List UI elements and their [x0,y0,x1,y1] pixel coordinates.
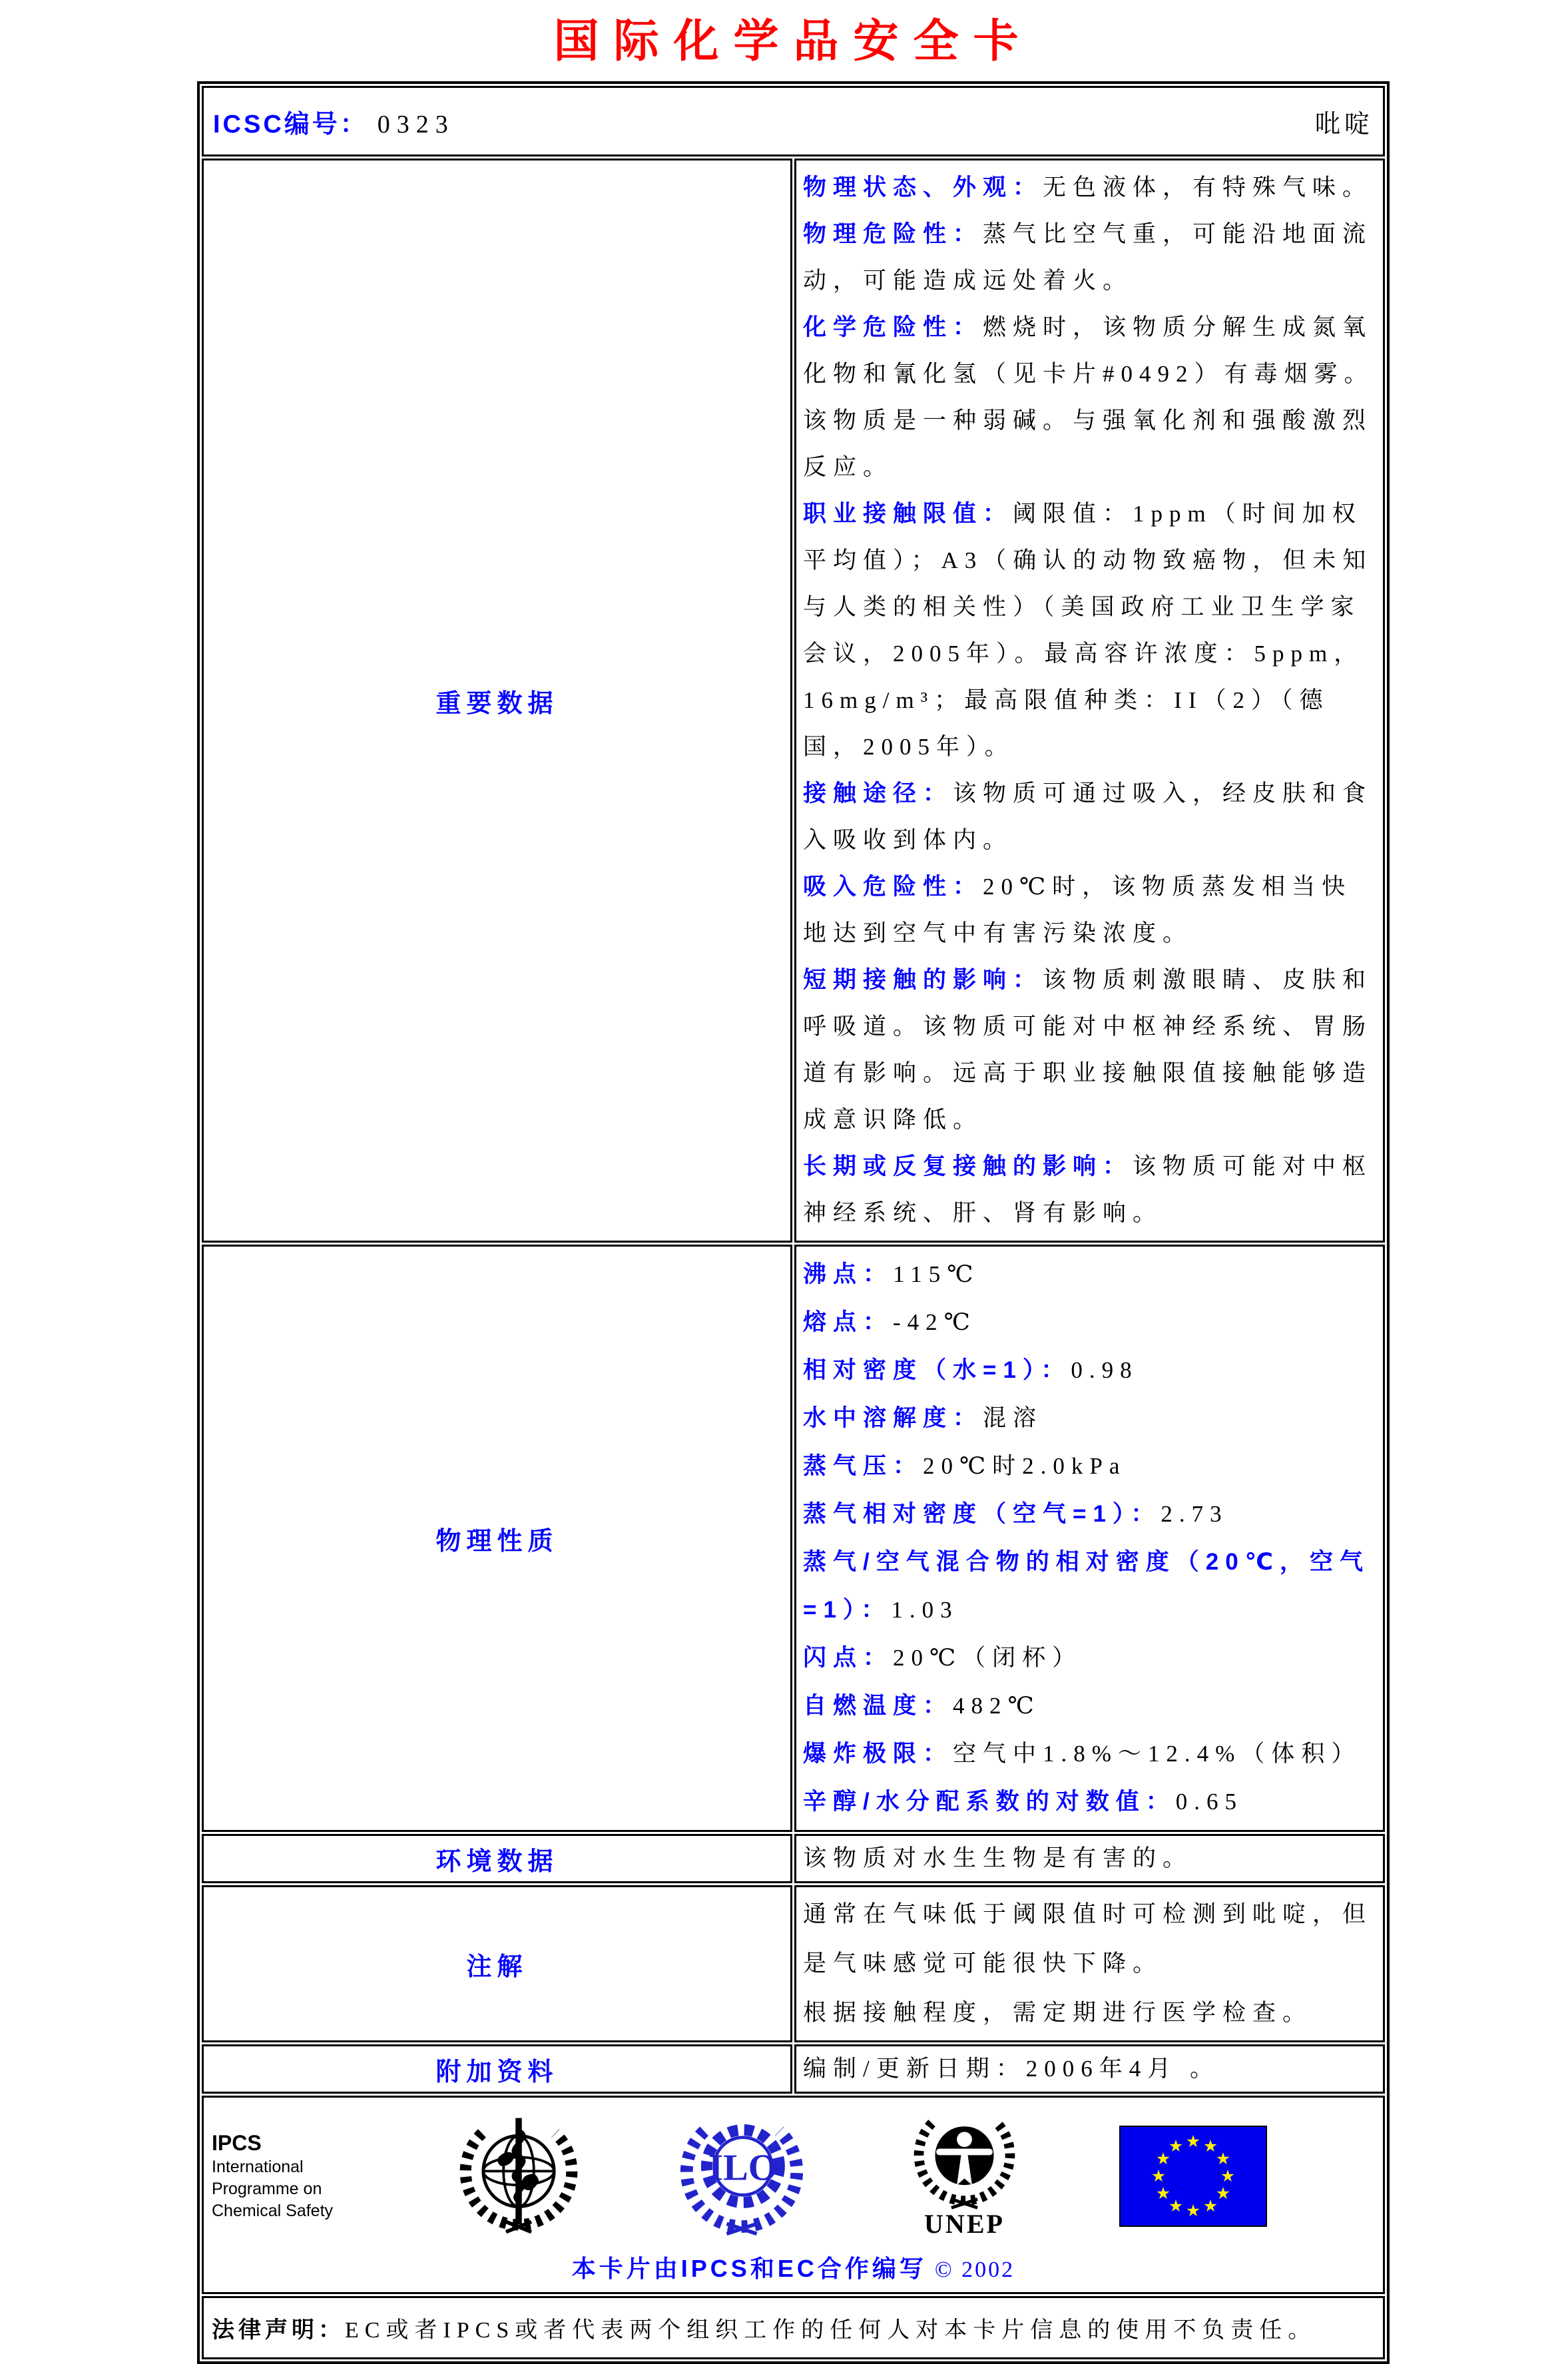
property-line [803,1442,1378,1490]
property-line [803,1682,1378,1730]
side-label-physical-properties: 物理性质 [202,1245,792,1832]
section-row-environmental-data [202,1834,1385,1883]
paragraph-text: 20℃时，该物质蒸发相当快地达到空气中有害污染浓度。 [803,874,1352,946]
note-line: 通常在气味低于阈限值时可检测到吡啶，但是气味感觉可能很快下降。 [803,1901,1373,1976]
property-value: 2.73 [1161,1501,1228,1527]
data-paragraph [803,1143,1378,1237]
data-paragraph [803,211,1378,304]
cooperation-caption [212,2250,1375,2284]
property-line [803,1251,1378,1299]
side-label-environmental-data: 环境数据 [202,1834,792,1883]
property-value: 0.98 [1071,1357,1139,1383]
note-line: 根据接触程度，需定期进行医学检查。 [803,2000,1313,2026]
logos-cell [202,2096,1385,2294]
property-label: 水中溶解度： [803,1405,983,1431]
ipcs-title: IPCS [212,2131,262,2155]
property-value: 空气中1.8%～12.4%（体积） [953,1741,1362,1767]
paragraph-text: 该物质可能对中枢神经系统、肝、肾有影响。 [803,1153,1373,1226]
legal-cell [202,2296,1385,2359]
property-label: 爆炸极限： [803,1741,953,1767]
legal-row [202,2296,1385,2359]
property-value: 115℃ [893,1261,980,1287]
property-line [803,1634,1378,1682]
environment-text: 该物质对水生生物是有害的。 [803,1845,1193,1871]
property-line [803,1299,1378,1346]
ipcs-subtitle-line: International [212,2158,304,2176]
side-label-important-data: 重要数据 [202,158,792,1243]
icsc-card-page [0,16,1568,2343]
paragraph-label: 接触途径： [803,780,953,806]
property-label: 蒸气相对密度（空气=1）： [803,1501,1161,1527]
chemical-name: 吡啶 [1314,110,1374,139]
property-line [803,1490,1378,1538]
section-row-physical-properties [202,1245,1385,1832]
icsc-number-group [213,103,455,140]
paragraph-label: 长期或反复接触的影响： [803,1153,1133,1179]
data-paragraph [803,164,1378,211]
logos-row [202,2096,1385,2294]
property-label: 蒸气/空气混合物的相对密度（20℃，空气=1）： [803,1549,1370,1623]
header-cell [202,86,1385,156]
property-value: 20℃（闭杯） [893,1645,1083,1671]
icsc-number-label: ICSC编号： [213,110,368,139]
additional-info-content [794,2044,1385,2094]
paragraph-text: 该物质刺激眼睛、皮肤和呼吸道。该物质可能对中枢神经系统、胃肠道有影响。远高于职业接触限值接触能够造成意识降低。 [803,967,1373,1133]
important-data-content [794,158,1385,1243]
data-paragraph [803,491,1378,770]
paragraph-label: 吸入危险性： [803,874,983,900]
section-row-notes [202,1885,1385,2042]
property-value: 482℃ [953,1693,1041,1719]
property-label: 自燃温度： [803,1693,953,1719]
property-label: 沸点： [803,1261,894,1287]
legal-text: EC或者IPCS或者代表两个组织工作的任何人对本卡片信息的使用不负责任。 [345,2318,1317,2343]
icsc-number-value: 0323 [377,110,455,139]
paragraph-text: 该物质可通过吸入，经皮肤和食入吸收到体内。 [803,780,1373,853]
paragraph-text: 燃烧时，该物质分解生成氮氧化物和氰化氢（见卡片#0492）有毒烟雾。该物质是一种弱碱。与强氧化剂和强酸激烈反应。 [803,314,1374,480]
icsc-table [197,81,1390,2364]
property-line [803,1538,1378,1634]
who-logo-icon [455,2113,582,2239]
property-line [803,1778,1378,1826]
data-paragraph [803,957,1378,1143]
property-value: -42℃ [893,1309,977,1335]
paragraph-label: 化学危险性： [803,314,983,340]
environmental-data-content [794,1834,1385,1883]
page-title: 国际化学品安全卡 [553,16,1033,67]
paragraph-label: 短期接触的影响： [803,967,1043,993]
property-value: 混溶 [983,1405,1043,1431]
notes-content [794,1885,1385,2042]
caption-text: 本卡片由IPCS和EC合作编写 [571,2255,927,2282]
eu-flag-icon [1119,2126,1267,2227]
side-label-additional-info: 附加资料 [202,2044,792,2094]
property-line [803,1730,1378,1778]
caption-year: © 2002 [934,2257,1015,2282]
physical-properties-content [794,1245,1385,1832]
unep-logo-icon [910,2112,1019,2212]
property-label: 相对密度（水=1）： [803,1357,1071,1383]
legal-label: 法律声明： [212,2317,345,2343]
section-row-additional-info [202,2044,1385,2094]
property-value: 0.65 [1175,1789,1243,1815]
additional-info-text: 编制/更新日期：2006年4月 。 [803,2056,1220,2082]
paragraph-label: 职业接触限值： [803,501,1013,527]
unep-wordmark: UNEP [924,2209,1005,2239]
section-row-important-data [202,158,1385,1243]
data-paragraph [803,864,1378,957]
header-row [202,86,1385,156]
side-label-notes: 注解 [202,1885,792,2042]
paragraph-text: 无色液体，有特殊气味。 [1043,174,1373,200]
ilo-letters: ILO [708,2147,778,2189]
property-value: 20℃时2.0kPa [923,1453,1127,1479]
ilo-logo-icon [679,2114,804,2239]
unep-block [910,2112,1019,2239]
property-label: 熔点： [803,1309,894,1335]
ipcs-block [212,2130,398,2222]
data-paragraph [803,770,1378,864]
paragraph-text: 蒸气比空气重，可能沿地面流动，可能造成远处着火。 [803,221,1373,294]
ipcs-subtitle-line: Chemical Safety [212,2202,334,2220]
paragraph-text: 阈限值：1ppm（时间加权平均值）；A3（确认的动物致癌物，但未知与人类的相关性）（美国政府工业卫生学家会议，2005年）。最高容许浓度：5ppm，16mg/m³；最高限值种类：II（2）（德国，2005年）。 [803,501,1373,760]
property-line [803,1394,1378,1442]
paragraph-label: 物理危险性： [803,221,983,247]
paragraph-label: 物理状态、外观： [803,174,1043,200]
property-label: 蒸气压： [803,1453,923,1479]
ipcs-subtitle-line: Programme on [212,2180,322,2198]
property-line [803,1346,1378,1394]
data-paragraph [803,304,1378,491]
property-value: 1.03 [891,1597,959,1623]
property-label: 辛醇/水分配系数的对数值： [803,1789,1176,1815]
property-label: 闪点： [803,1645,894,1671]
